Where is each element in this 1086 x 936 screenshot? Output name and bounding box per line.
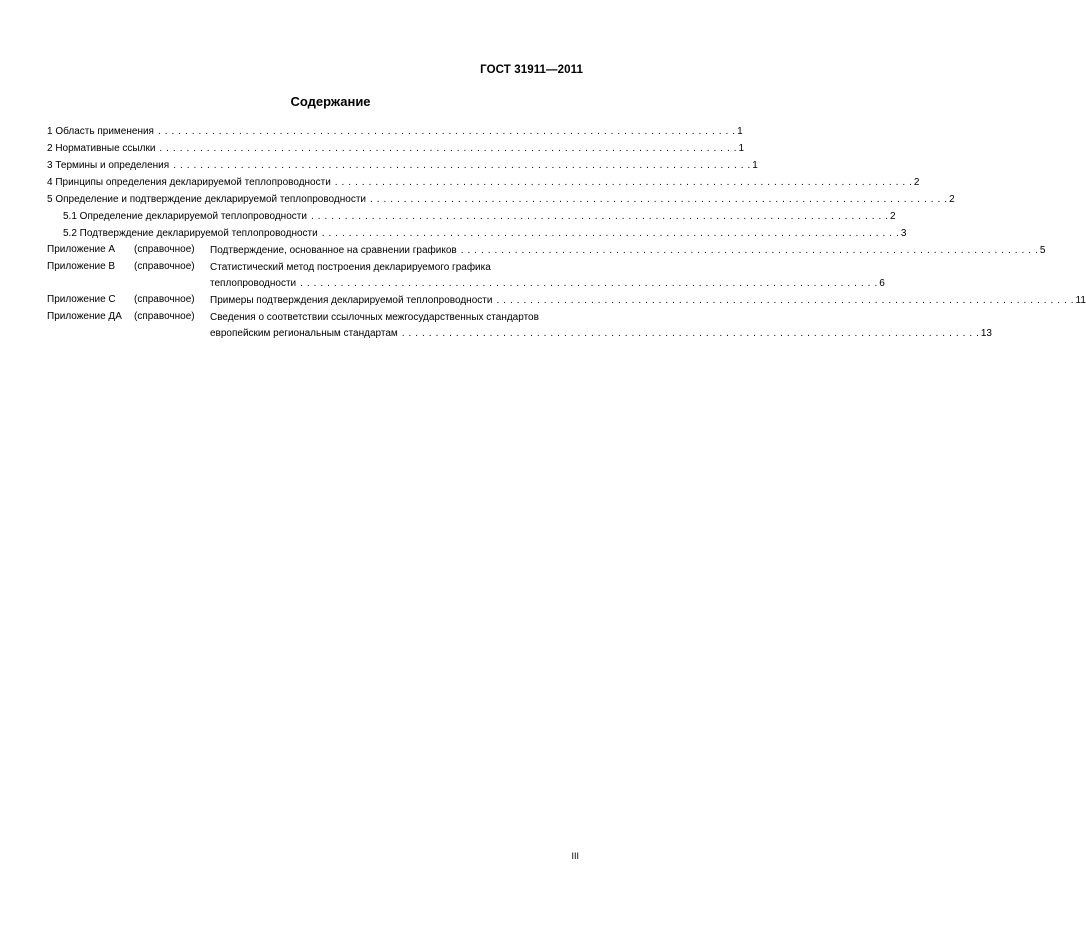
toc-entry-page: 1	[737, 126, 743, 137]
toc-appendix-b[interactable]	[47, 259, 885, 291]
appendix-type: (справочное)	[134, 261, 195, 272]
toc-entry-text: 1 Область применения	[47, 126, 154, 137]
toc-entry-text: 4 Принципы определения декларируемой теплопроводности	[47, 177, 331, 188]
leader-dots	[461, 244, 1038, 258]
appendix-title-cont: европейским региональным стандартам	[210, 328, 398, 339]
toc-entry-page: 2	[890, 211, 896, 222]
leader-dots	[496, 294, 1073, 308]
appendix-title: Подтверждение, основанное на сравнении графиков	[210, 245, 457, 256]
toc-entry-1[interactable]	[47, 122, 743, 139]
appendix-page: 13	[980, 328, 992, 339]
toc-entry-text: 5.2 Подтверждение декларируемой теплопроводности	[63, 228, 318, 239]
page-number: III	[571, 851, 579, 861]
toc-entry-page: 2	[913, 177, 920, 188]
appendix-page: 6	[879, 278, 885, 289]
toc-appendix-da[interactable]	[47, 309, 992, 341]
toc-entry-2[interactable]	[47, 139, 745, 156]
toc-entry-5-2[interactable]	[47, 224, 907, 241]
document-code: ГОСТ 31911—2011	[480, 64, 583, 76]
appendix-label: Приложение В	[47, 261, 116, 272]
appendix-label: Приложение С	[47, 294, 116, 305]
leader-dots	[158, 125, 735, 139]
toc-entry-page: 2	[949, 194, 955, 205]
appendix-type: (справочное)	[134, 244, 195, 255]
toc-entry-3[interactable]	[47, 156, 758, 173]
appendix-title: Примеры подтверждения декларируемой теплопроводности	[210, 295, 493, 306]
toc-entry-text: 2 Нормативные ссылки	[47, 143, 156, 154]
appendix-page: 11	[1075, 295, 1086, 306]
toc-entry-5-1[interactable]	[47, 207, 896, 224]
toc-entry-text: 5.1 Определение декларируемой теплопроводности	[63, 211, 307, 222]
page-title: Содержание	[290, 94, 371, 109]
appendix-title: Сведения о соответствии ссылочных межгосударственных стандартов	[210, 312, 539, 323]
appendix-type: (справочное)	[134, 311, 195, 322]
appendix-page: 5	[1039, 245, 1046, 256]
leader-dots	[335, 176, 912, 190]
leader-dots	[311, 210, 888, 224]
toc-appendix-c[interactable]	[47, 292, 1086, 308]
appendix-title-cont: теплопроводности	[210, 278, 297, 289]
appendix-type: (справочное)	[134, 294, 195, 305]
toc-appendix-a[interactable]	[47, 242, 1046, 258]
toc-entry-text: 5 Определение и подтверждение декларируемой теплопроводности	[47, 194, 366, 205]
leader-dots	[159, 142, 736, 156]
toc-entry-page: 1	[752, 160, 758, 171]
toc-entry-text: 3 Термины и определения	[47, 160, 170, 171]
leader-dots	[322, 227, 899, 241]
appendix-label: Приложение А	[47, 244, 116, 255]
toc-entry-4[interactable]	[47, 173, 920, 190]
leader-dots	[173, 159, 750, 173]
leader-dots	[300, 277, 877, 291]
leader-dots	[370, 193, 947, 207]
table-of-contents	[47, 122, 1086, 341]
appendix-title: Статистический метод построения декларируемого графика	[210, 262, 491, 273]
toc-entry-page: 1	[738, 143, 745, 154]
leader-dots	[402, 327, 979, 341]
toc-entry-page: 3	[900, 228, 907, 239]
appendix-label: Приложение ДА	[47, 311, 122, 322]
toc-entry-5[interactable]	[47, 190, 955, 207]
